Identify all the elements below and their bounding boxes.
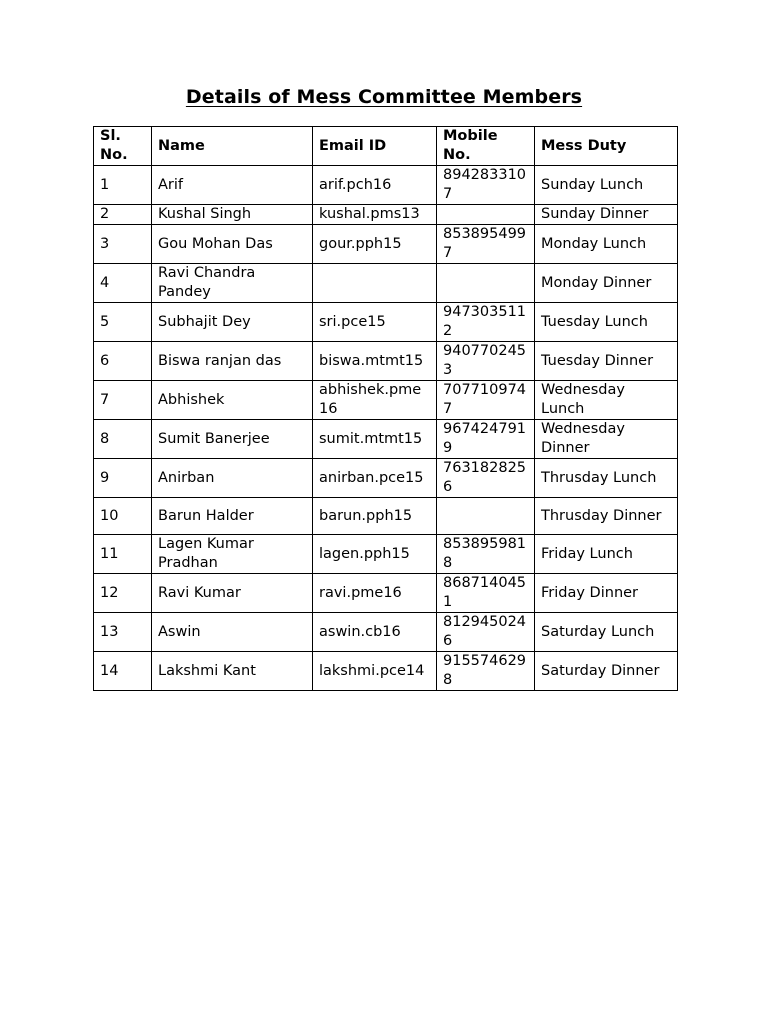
table-row	[94, 535, 678, 574]
cell-mobile: 7631828256	[437, 459, 535, 498]
cell-email: arif.pch16	[313, 166, 437, 205]
table-row	[94, 574, 678, 613]
table-row	[94, 459, 678, 498]
cell-email: ravi.pme16	[313, 574, 437, 613]
cell-sl-no: 2	[94, 205, 152, 225]
cell-mess-duty: Sunday Lunch	[535, 166, 678, 205]
cell-mobile: 8129450246	[437, 613, 535, 652]
cell-email: aswin.cb16	[313, 613, 437, 652]
cell-mobile: 8538954997	[437, 225, 535, 264]
cell-sl-no: 13	[94, 613, 152, 652]
column-header-sl-no: Sl. No.	[94, 127, 152, 166]
cell-name: Biswa ranjan das	[152, 342, 313, 381]
cell-mobile: 9674247919	[437, 420, 535, 459]
cell-mobile	[437, 264, 535, 303]
table-row	[94, 342, 678, 381]
table-row	[94, 381, 678, 420]
page-title: Details of Mess Committee Members	[185, 86, 583, 108]
cell-name: Kushal Singh	[152, 205, 313, 225]
table-row	[94, 225, 678, 264]
cell-mobile: 9155746298	[437, 652, 535, 691]
table-row	[94, 498, 678, 535]
cell-sl-no: 8	[94, 420, 152, 459]
cell-email: biswa.mtmt15	[313, 342, 437, 381]
table-row	[94, 205, 678, 225]
cell-name: Ravi Chandra Pandey	[152, 264, 313, 303]
cell-mobile: 8942833107	[437, 166, 535, 205]
cell-name: Arif	[152, 166, 313, 205]
cell-email	[313, 264, 437, 303]
column-header-mobile: Mobile No.	[437, 127, 535, 166]
cell-name: Lagen Kumar Pradhan	[152, 535, 313, 574]
table-header-row	[94, 127, 678, 166]
cell-email: gour.pph15	[313, 225, 437, 264]
cell-email: sri.pce15	[313, 303, 437, 342]
cell-mobile: 8538959818	[437, 535, 535, 574]
cell-mobile: 9473035112	[437, 303, 535, 342]
cell-sl-no: 9	[94, 459, 152, 498]
table-row	[94, 420, 678, 459]
cell-sl-no: 6	[94, 342, 152, 381]
table-row	[94, 613, 678, 652]
cell-email: barun.pph15	[313, 498, 437, 535]
table-body	[94, 166, 678, 691]
cell-sl-no: 7	[94, 381, 152, 420]
cell-email: sumit.mtmt15	[313, 420, 437, 459]
cell-sl-no: 14	[94, 652, 152, 691]
cell-mess-duty: Tuesday Dinner	[535, 342, 678, 381]
cell-mess-duty: Sunday Dinner	[535, 205, 678, 225]
members-table	[93, 126, 678, 691]
cell-sl-no: 12	[94, 574, 152, 613]
cell-mobile	[437, 205, 535, 225]
table-row	[94, 166, 678, 205]
table-row	[94, 303, 678, 342]
cell-mobile: 9407702453	[437, 342, 535, 381]
cell-email: anirban.pce15	[313, 459, 437, 498]
cell-sl-no: 4	[94, 264, 152, 303]
cell-mobile: 7077109747	[437, 381, 535, 420]
cell-mess-duty: Wednesday Dinner	[535, 420, 678, 459]
cell-name: Ravi Kumar	[152, 574, 313, 613]
cell-sl-no: 3	[94, 225, 152, 264]
cell-email: abhishek.pme16	[313, 381, 437, 420]
cell-mess-duty: Monday Lunch	[535, 225, 678, 264]
cell-mess-duty: Wednesday Lunch	[535, 381, 678, 420]
members-table-container	[93, 126, 678, 691]
cell-sl-no: 1	[94, 166, 152, 205]
cell-mess-duty: Saturday Dinner	[535, 652, 678, 691]
cell-mess-duty: Friday Lunch	[535, 535, 678, 574]
cell-email: lagen.pph15	[313, 535, 437, 574]
cell-mess-duty: Friday Dinner	[535, 574, 678, 613]
table-row	[94, 652, 678, 691]
cell-name: Abhishek	[152, 381, 313, 420]
table-row	[94, 264, 678, 303]
column-header-mess-duty: Mess Duty	[535, 127, 678, 166]
cell-sl-no: 10	[94, 498, 152, 535]
cell-sl-no: 11	[94, 535, 152, 574]
cell-name: Barun Halder	[152, 498, 313, 535]
cell-email: lakshmi.pce14	[313, 652, 437, 691]
cell-name: Subhajit Dey	[152, 303, 313, 342]
cell-name: Aswin	[152, 613, 313, 652]
cell-mess-duty: Monday Dinner	[535, 264, 678, 303]
column-header-name: Name	[152, 127, 313, 166]
cell-mess-duty: Saturday Lunch	[535, 613, 678, 652]
cell-mobile: 8687140451	[437, 574, 535, 613]
cell-mobile	[437, 498, 535, 535]
cell-name: Lakshmi Kant	[152, 652, 313, 691]
cell-mess-duty: Tuesday Lunch	[535, 303, 678, 342]
cell-sl-no: 5	[94, 303, 152, 342]
cell-name: Sumit Banerjee	[152, 420, 313, 459]
cell-name: Anirban	[152, 459, 313, 498]
cell-mess-duty: Thrusday Dinner	[535, 498, 678, 535]
cell-email: kushal.pms13	[313, 205, 437, 225]
cell-mess-duty: Thrusday Lunch	[535, 459, 678, 498]
cell-name: Gou Mohan Das	[152, 225, 313, 264]
column-header-email: Email ID	[313, 127, 437, 166]
